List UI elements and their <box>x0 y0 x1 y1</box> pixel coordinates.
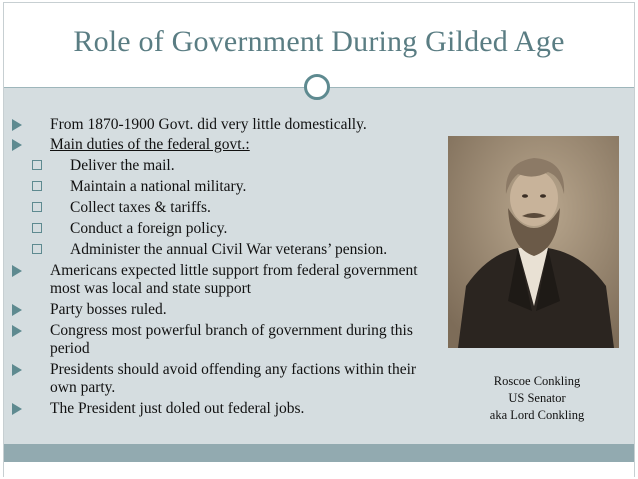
triangle-bullet-icon <box>12 139 22 151</box>
sub-bullet-text: Deliver the mail. <box>70 157 175 174</box>
sub-bullet-text: Maintain a national military. <box>70 178 247 195</box>
bullet-text: From 1870-1900 Govt. did very little domestically. <box>50 116 367 133</box>
triangle-bullet-icon <box>12 403 22 415</box>
sub-bullet-text: Administer the annual Civil War veterans’ pension. <box>70 241 388 258</box>
square-bullet-icon <box>32 202 42 212</box>
sub-bullet-text: Conduct a foreign policy. <box>70 220 228 237</box>
bullet-text: Party bosses ruled. <box>50 301 167 318</box>
triangle-bullet-icon <box>12 325 22 337</box>
bullet-text: Americans expected little support from federal government most was local and state support <box>50 262 418 297</box>
bullet-text: Main duties of the federal govt.: <box>50 136 250 153</box>
square-bullet-icon <box>32 160 42 170</box>
portrait-image <box>448 136 619 348</box>
footer-band <box>4 444 634 462</box>
triangle-bullet-icon <box>12 119 22 131</box>
footer-bottom <box>4 462 634 477</box>
bullet-text: The President just doled out federal jobs. <box>50 400 305 417</box>
caption-nickname: aka Lord Conkling <box>489 408 585 422</box>
photo-caption <box>463 373 611 424</box>
sub-bullet-text: Collect taxes & tariffs. <box>70 199 211 216</box>
caption-name: Roscoe Conkling <box>493 374 581 388</box>
square-bullet-icon <box>32 181 42 191</box>
ring-divider-icon <box>304 74 330 100</box>
square-bullet-icon <box>32 244 42 254</box>
square-bullet-icon <box>32 223 42 233</box>
triangle-bullet-icon <box>12 304 22 316</box>
portrait-photo <box>448 136 619 348</box>
bullet-text: Presidents should avoid offending any factions within their own party. <box>50 361 417 396</box>
bullet-text: Congress most powerful branch of government during this period <box>50 322 413 357</box>
triangle-bullet-icon <box>12 364 22 376</box>
triangle-bullet-icon <box>12 265 22 277</box>
caption-role: US Senator <box>508 391 566 405</box>
slide <box>3 2 635 477</box>
slide-title: Role of Government During Gilded Age <box>73 25 565 58</box>
